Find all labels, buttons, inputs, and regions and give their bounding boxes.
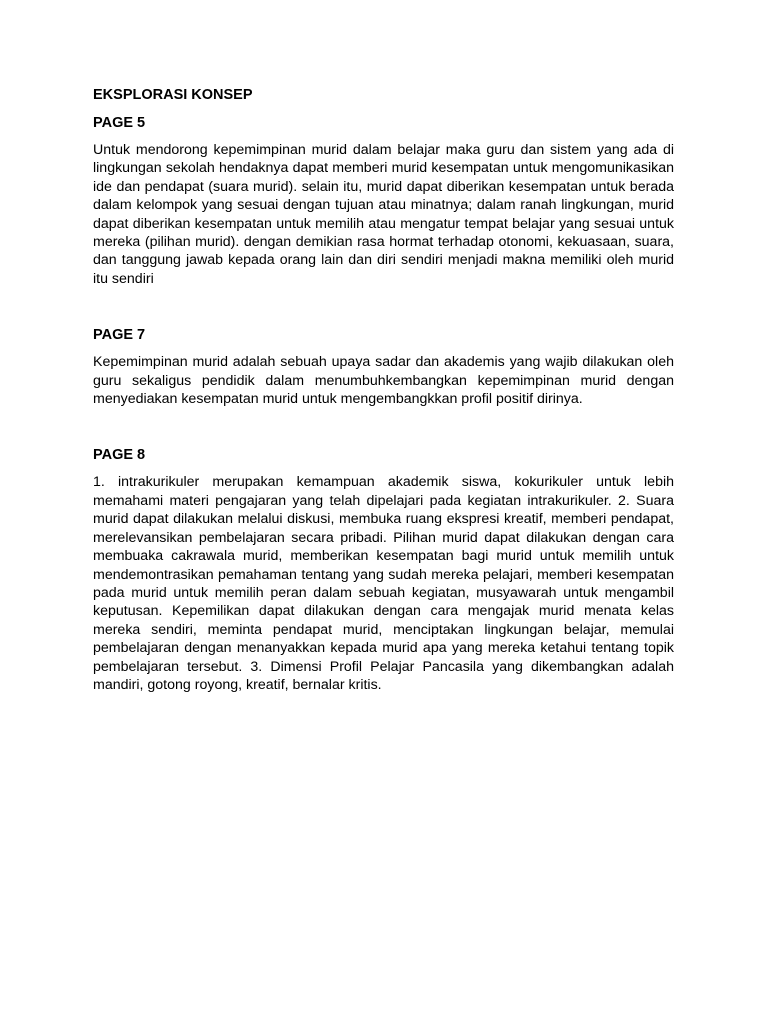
section-page-8 [93, 446, 674, 694]
document-page [93, 86, 674, 694]
section-heading: PAGE 5 [93, 115, 146, 131]
document-title: EKSPLORASI KONSEP [93, 87, 253, 103]
section-page-7 [93, 326, 674, 408]
section-page-5 [93, 114, 674, 288]
section-paragraph: Kepemimpinan murid adalah sebuah upaya sadar dan akademis yang wajib dilakukan oleh guru sekaligus pendidik dalam menumbuhkembangkan kepemimpinan murid dengan menyediakan kesempatan murid untuk mengembangkkan profil positif dirinya. [93, 354, 674, 408]
section-heading: PAGE 7 [93, 327, 146, 344]
section-heading: PAGE 8 [93, 447, 146, 464]
section-paragraph: 1. intrakurikuler merupakan kemampuan akademik siswa, kokurikuler untuk lebih memahami materi pengajaran yang telah dipelajari pada kegiatan intrakurikuler. 2. Suara murid dapat dilakukan melalui diskusi, membuka ruang ekspresi kreatif, memberi pendapat, merelevansikan pembelajaran secara pribadi. Pilihan murid dapat dilakukan dengan cara membuaka cakrawala murid, memberikan kesempatan bagi murid untuk memilih untuk mendemontrasikan pemahaman tentang yang sudah mereka pelajari, memberi kesempatan pada murid untuk memilih peran dalam sebuah kegiatan, musyawarah untuk mengambil keputusan. Kepemilikan dapat dilakukan dengan cara mengajak murid menata kelas mereka sendiri, meminta pendapat murid, menciptakan lingkungan belajar, memulai pembelajaran dengan menanyakkan kepada murid apa yang mereka ketahui tentang topik pembelajaran tersebut. 3. Dimensi Profil Pelajar Pancasila yang dikembangkan adalah mandiri, gotong royong, kreatif, bernalar kritis. [93, 474, 674, 693]
section-paragraph: Untuk mendorong kepemimpinan murid dalam belajar maka guru dan sistem yang ada di lingkungan sekolah hendaknya dapat memberi murid kesempatan untuk mengomunikasikan ide dan pendapat (suara murid). selain itu, murid dapat diberikan kesempatan untuk berada dalam kelompok yang sesuai dengan tujuan atau minatnya; dalam ranah lingkungan, murid dapat diberikan kesempatan untuk memilih atau mengatur tempat belajar yang sesuai untuk mereka (pilihan murid). dengan demikian rasa hormat terhadap otonomi, kekuasaan, suara, dan tanggung jawab kepada orang lain dan diri sendiri menjadi makna memiliki oleh murid itu sendiri [93, 142, 674, 287]
